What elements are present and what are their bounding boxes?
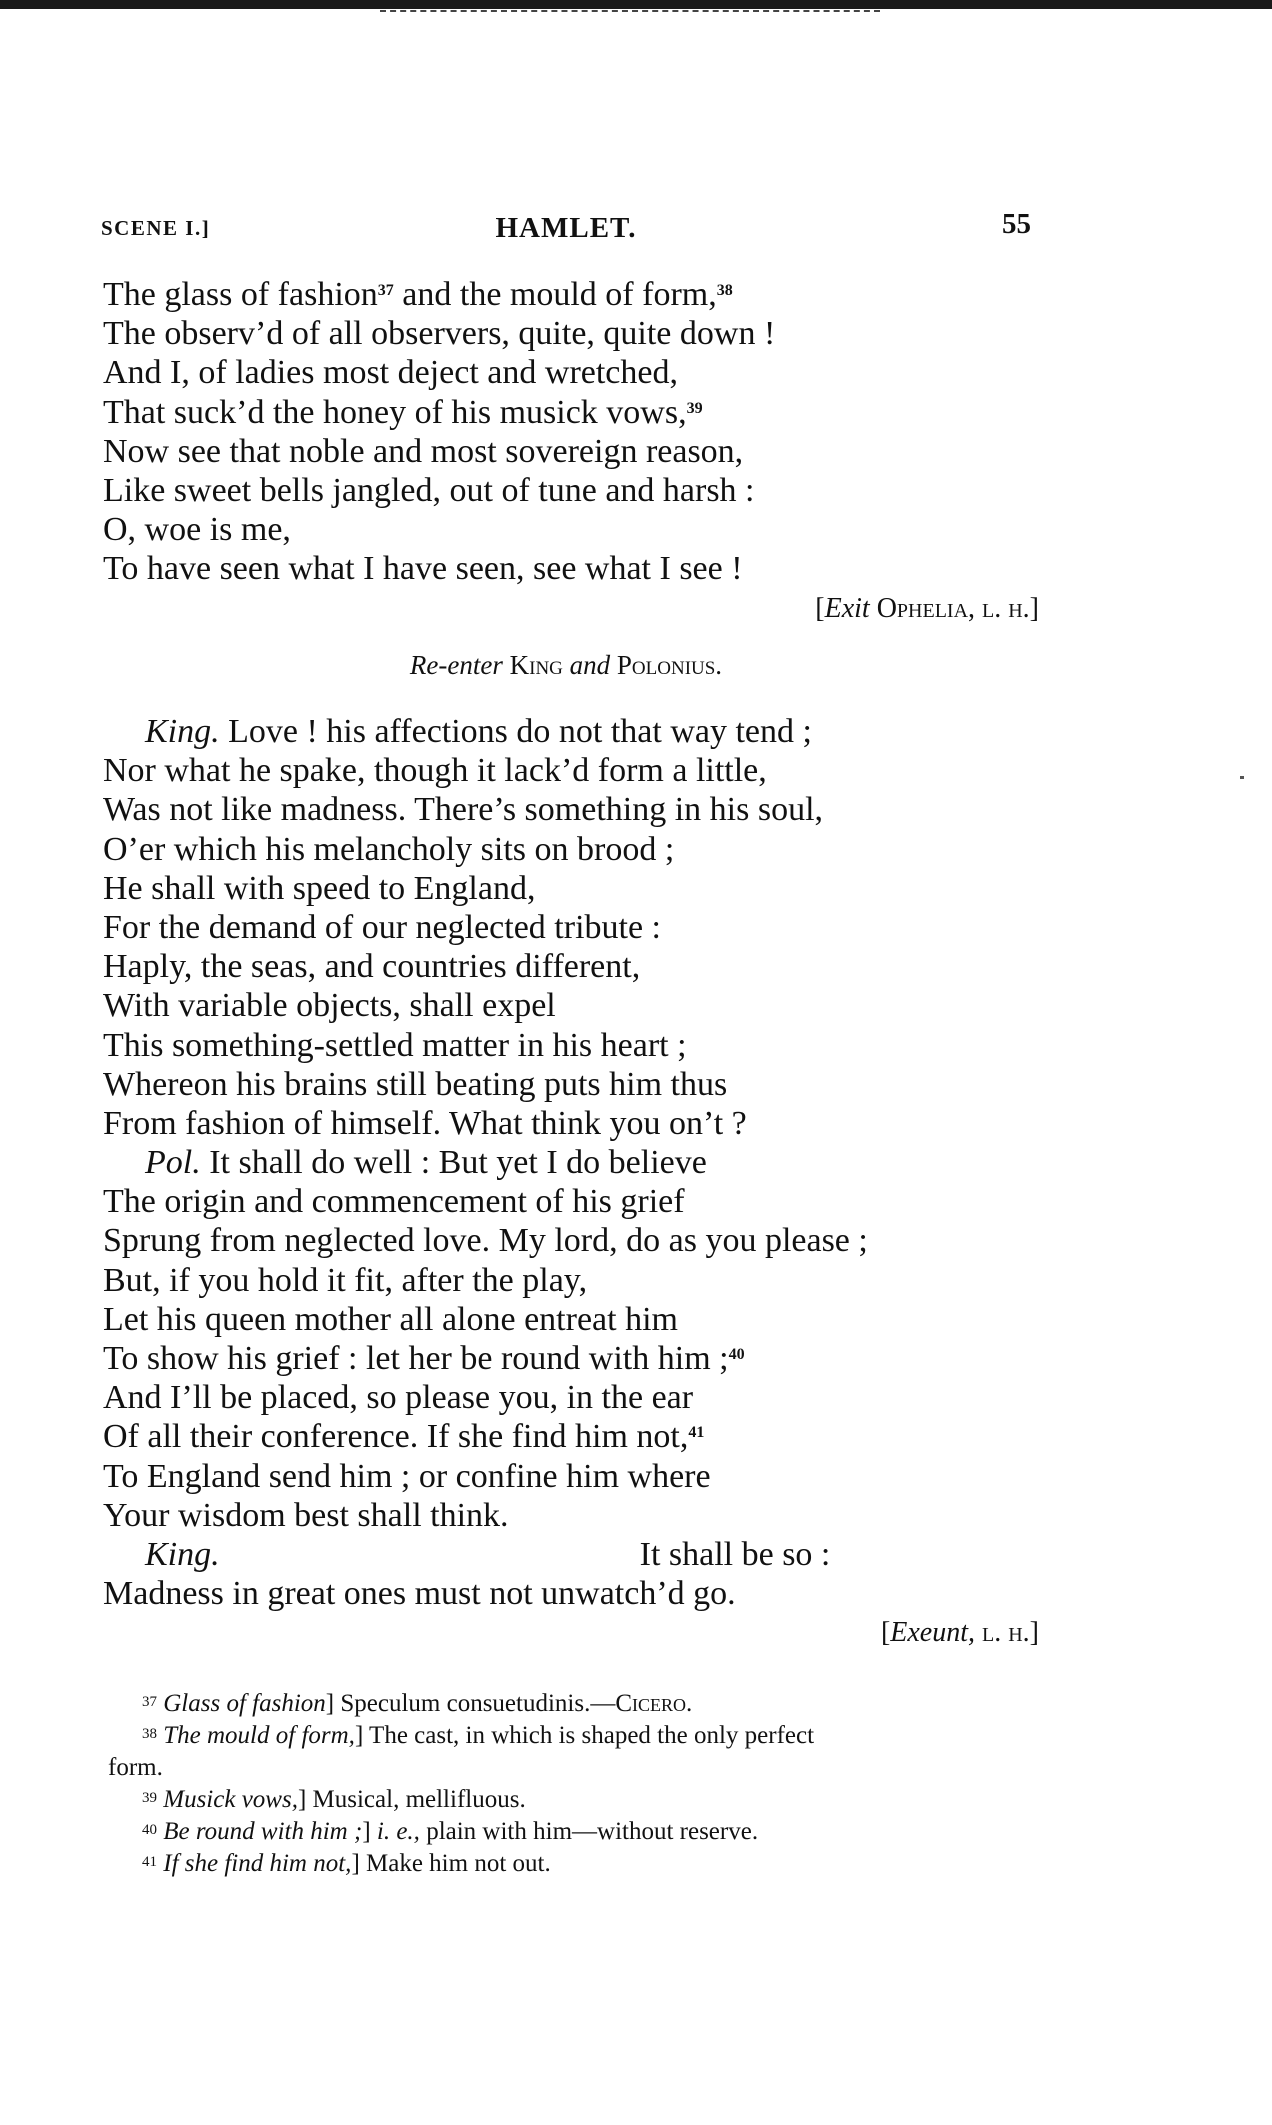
verse-line: O’er which his melancholy sits on brood ; xyxy=(103,830,675,868)
margin-speck xyxy=(1240,776,1244,779)
verse-line: He shall with speed to England, xyxy=(103,869,536,907)
verse-line: Nor what he spake, though it lack’d form a little, xyxy=(103,752,767,790)
speaker-name: King. xyxy=(145,1535,220,1573)
verse-line: Now see that noble and most sovereign reason, xyxy=(103,432,744,470)
king-speech-first-line: King. Love ! his affections do not that way tend ; xyxy=(145,713,812,750)
verse-line: Sprung from neglected love. My lord, do as you please ; xyxy=(103,1222,868,1260)
ophelia-speech xyxy=(103,275,1043,628)
footnote: $^{39}$ Musick vows,] Musical, mellifluous. xyxy=(142,1786,526,1813)
king-speech-2-first-line: King. It shall be so : xyxy=(145,1535,831,1573)
verse-line: This something-settled matter in his heart ; xyxy=(103,1026,687,1064)
footnote-ref: 39 xyxy=(686,399,703,417)
verse-line: Madness in great ones must not unwatch’d go. xyxy=(103,1575,736,1613)
verse-line: The glass of fashion$^{37}$ and the mould of form,$^{38}$ xyxy=(103,276,733,313)
running-title: HAMLET. xyxy=(495,212,637,244)
footnotes xyxy=(108,1688,1058,1880)
verse-line: With variable objects, shall expel xyxy=(103,987,556,1025)
footnote: $^{38}$ The mould of form,] The cast, in which is shaped the only perfect xyxy=(142,1722,815,1749)
polonius-speech-first-line: Pol. It shall do well : But yet I do believe xyxy=(145,1144,707,1182)
top-border-fade xyxy=(380,10,880,18)
footnote-ref: 40 xyxy=(728,1346,745,1363)
verse-line: Was not like madness. There’s something in his soul, xyxy=(103,791,824,829)
footnote: $^{40}$ Be round with him ;] i. e., plain with him—without reserve. xyxy=(142,1818,759,1845)
verse-line: Let his queen mother all alone entreat him xyxy=(103,1300,678,1338)
verse-line: To have seen what I have seen, see what I see ! xyxy=(103,550,743,588)
verse-line: To show his grief : let her be round with him ;$^{40}$ xyxy=(103,1340,745,1377)
verse-line: Of all their conference. If she find him not,$^{41}$ xyxy=(103,1418,705,1456)
verse-line: The origin and commencement of his grief xyxy=(103,1183,685,1221)
speaker-name: Pol. xyxy=(145,1144,201,1182)
exit-stage-direction: [Exit Ophelia, l. h.] xyxy=(815,592,1039,624)
speaker-name: King. xyxy=(145,713,220,750)
entry-stage-direction: Re-enter King and Polonius. xyxy=(409,650,723,680)
verse-line: That suck’d the honey of his musick vows,$^{39}$ xyxy=(103,393,703,431)
footnote-ref: 38 xyxy=(716,282,733,299)
footnote-ref: 37 xyxy=(377,282,394,299)
top-border-rule xyxy=(0,0,1272,9)
verse-line: For the demand of our neglected tribute : xyxy=(103,908,661,946)
verse-line: And I’ll be placed, so please you, in the ear xyxy=(103,1379,694,1417)
verse-line: Your wisdom best shall think. xyxy=(103,1496,509,1534)
verse-line: To England send him ; or confine him where xyxy=(103,1457,711,1495)
dialogue-block xyxy=(103,712,1043,1653)
page-number: 55 xyxy=(1002,208,1031,240)
verse-line: And I, of ladies most deject and wretched, xyxy=(103,354,678,392)
footnote-continuation: form. xyxy=(108,1754,163,1781)
verse-line: But, if you hold it fit, after the play, xyxy=(103,1261,588,1299)
verse-line: Whereon his brains still beating puts him thus xyxy=(103,1065,728,1103)
verse-line: The observ’d of all observers, quite, quite down ! xyxy=(103,315,776,353)
verse-line: O, woe is me, xyxy=(103,511,291,549)
footnote: $^{37}$ Glass of fashion] Speculum consuetudinis.—Cicero. xyxy=(142,1690,693,1717)
footnote-ref: 41 xyxy=(688,1424,705,1442)
footnote: $^{41}$ If she find him not,] Make him not out. xyxy=(142,1850,551,1877)
running-header xyxy=(101,206,1031,246)
verse-line: Like sweet bells jangled, out of tune and harsh : xyxy=(103,471,755,509)
verse-line: Haply, the seas, and countries different, xyxy=(103,948,641,986)
verse-line: From fashion of himself. What think you on’t ? xyxy=(103,1104,747,1142)
scene-marker: SCENE I.] xyxy=(101,216,211,240)
exeunt-stage-direction: [Exeunt, l. h.] xyxy=(880,1617,1039,1649)
